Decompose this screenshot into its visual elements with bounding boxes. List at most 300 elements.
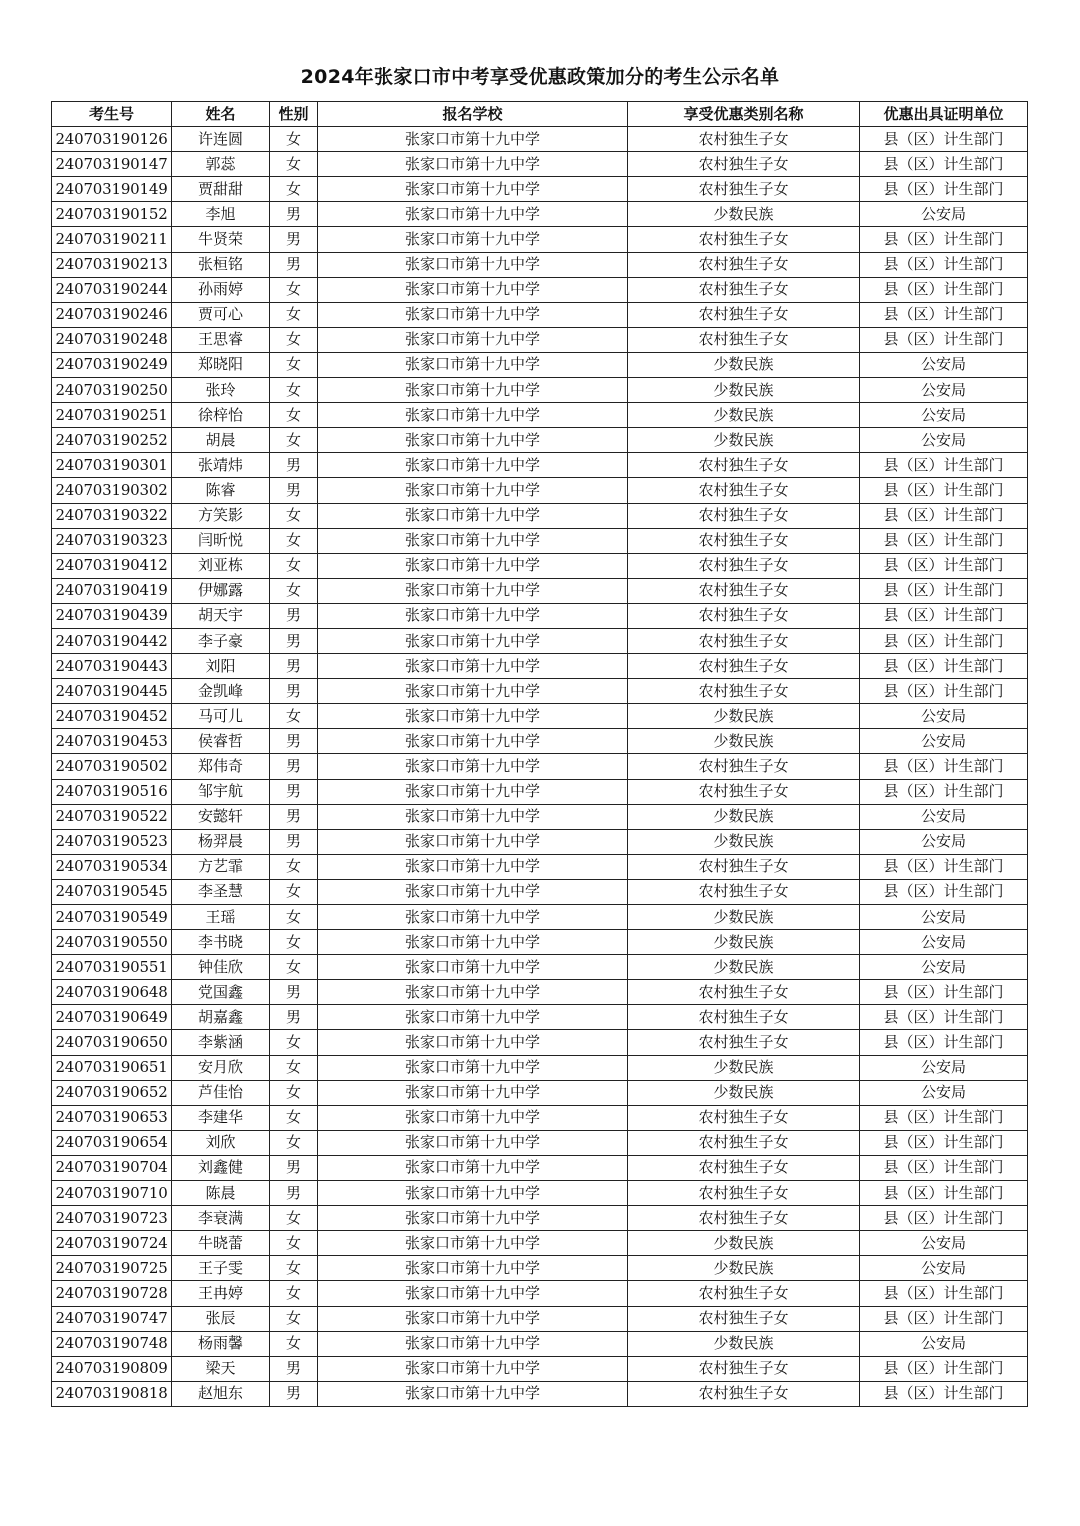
- certifying-unit-cell: 县（区）计生部门: [860, 1206, 1028, 1231]
- certifying-unit-cell: 县（区）计生部门: [860, 177, 1028, 202]
- category-cell: 农村独生子女: [628, 1206, 860, 1231]
- certifying-unit-cell: 公安局: [860, 428, 1028, 453]
- table-row: [52, 704, 1028, 729]
- category-cell: 农村独生子女: [628, 528, 860, 553]
- name-cell: 张靖炜: [172, 453, 270, 478]
- certifying-unit-cell: 县（区）计生部门: [860, 503, 1028, 528]
- gender-cell: 男: [270, 779, 318, 804]
- table-row: [52, 1055, 1028, 1080]
- name-cell: 张玲: [172, 378, 270, 403]
- table-row: [52, 327, 1028, 352]
- name-cell: 芦佳怡: [172, 1080, 270, 1105]
- gender-cell: 男: [270, 1155, 318, 1180]
- school-cell: 张家口市第十九中学: [318, 955, 628, 980]
- table-row: [52, 1080, 1028, 1105]
- exam-number-cell: 240703190725: [52, 1256, 172, 1281]
- exam-number-cell: 240703190710: [52, 1181, 172, 1206]
- gender-cell: 女: [270, 1030, 318, 1055]
- category-cell: 少数民族: [628, 930, 860, 955]
- certifying-unit-cell: 县（区）计生部门: [860, 152, 1028, 177]
- exam-number-cell: 240703190249: [52, 352, 172, 377]
- certifying-unit-cell: 公安局: [860, 704, 1028, 729]
- gender-cell: 男: [270, 252, 318, 277]
- gender-cell: 男: [270, 227, 318, 252]
- column-header: 优惠出具证明单位: [860, 102, 1028, 127]
- gender-cell: 女: [270, 277, 318, 302]
- certifying-unit-cell: 公安局: [860, 1055, 1028, 1080]
- page-title: 2024年张家口市中考享受优惠政策加分的考生公示名单: [300, 66, 780, 88]
- exam-number-cell: 240703190545: [52, 879, 172, 904]
- category-cell: 农村独生子女: [628, 1381, 860, 1406]
- category-cell: 少数民族: [628, 829, 860, 854]
- name-cell: 侯睿哲: [172, 729, 270, 754]
- certifying-unit-cell: 县（区）计生部门: [860, 1306, 1028, 1331]
- gender-cell: 女: [270, 1281, 318, 1306]
- table-row: [52, 277, 1028, 302]
- table-row: [52, 854, 1028, 879]
- exam-number-cell: 240703190534: [52, 854, 172, 879]
- table-row: [52, 127, 1028, 152]
- school-cell: 张家口市第十九中学: [318, 905, 628, 930]
- category-cell: 少数民族: [628, 905, 860, 930]
- name-cell: 马可儿: [172, 704, 270, 729]
- certifying-unit-cell: 县（区）计生部门: [860, 528, 1028, 553]
- name-cell: 王冉婷: [172, 1281, 270, 1306]
- table-row: [52, 152, 1028, 177]
- exam-number-cell: 240703190147: [52, 152, 172, 177]
- school-cell: 张家口市第十九中学: [318, 578, 628, 603]
- school-cell: 张家口市第十九中学: [318, 127, 628, 152]
- exam-number-cell: 240703190818: [52, 1381, 172, 1406]
- category-cell: 少数民族: [628, 955, 860, 980]
- gender-cell: 女: [270, 930, 318, 955]
- table-row: [52, 1231, 1028, 1256]
- table-row: [52, 1155, 1028, 1180]
- gender-cell: 女: [270, 1331, 318, 1356]
- school-cell: 张家口市第十九中学: [318, 503, 628, 528]
- category-cell: 农村独生子女: [628, 754, 860, 779]
- name-cell: 杨雨馨: [172, 1331, 270, 1356]
- table-row: [52, 879, 1028, 904]
- school-cell: 张家口市第十九中学: [318, 478, 628, 503]
- school-cell: 张家口市第十九中学: [318, 854, 628, 879]
- school-cell: 张家口市第十九中学: [318, 528, 628, 553]
- certifying-unit-cell: 公安局: [860, 1331, 1028, 1356]
- table-row: [52, 1356, 1028, 1381]
- category-cell: 少数民族: [628, 804, 860, 829]
- school-cell: 张家口市第十九中学: [318, 1381, 628, 1406]
- gender-cell: 女: [270, 1206, 318, 1231]
- category-cell: 农村独生子女: [628, 152, 860, 177]
- school-cell: 张家口市第十九中学: [318, 930, 628, 955]
- exam-number-cell: 240703190651: [52, 1055, 172, 1080]
- school-cell: 张家口市第十九中学: [318, 1331, 628, 1356]
- column-header: 报名学校: [318, 102, 628, 127]
- certifying-unit-cell: 县（区）计生部门: [860, 1381, 1028, 1406]
- certifying-unit-cell: 公安局: [860, 829, 1028, 854]
- certifying-unit-cell: 县（区）计生部门: [860, 453, 1028, 478]
- gender-cell: 女: [270, 1055, 318, 1080]
- certifying-unit-cell: 县（区）计生部门: [860, 1181, 1028, 1206]
- certifying-unit-cell: 县（区）计生部门: [860, 1105, 1028, 1130]
- exam-number-cell: 240703190213: [52, 252, 172, 277]
- certifying-unit-cell: 公安局: [860, 1080, 1028, 1105]
- gender-cell: 男: [270, 628, 318, 653]
- gender-cell: 男: [270, 202, 318, 227]
- certifying-unit-cell: 县（区）计生部门: [860, 227, 1028, 252]
- name-cell: 钟佳欣: [172, 955, 270, 980]
- table-row: [52, 428, 1028, 453]
- column-header: 性别: [270, 102, 318, 127]
- gender-cell: 女: [270, 578, 318, 603]
- gender-cell: 女: [270, 127, 318, 152]
- school-cell: 张家口市第十九中学: [318, 1356, 628, 1381]
- name-cell: 李书晓: [172, 930, 270, 955]
- exam-number-cell: 240703190443: [52, 654, 172, 679]
- certifying-unit-cell: 县（区）计生部门: [860, 854, 1028, 879]
- certifying-unit-cell: 县（区）计生部门: [860, 578, 1028, 603]
- name-cell: 牛晓蕾: [172, 1231, 270, 1256]
- table-row: [52, 628, 1028, 653]
- table-row: [52, 503, 1028, 528]
- name-cell: 刘欣: [172, 1130, 270, 1155]
- gender-cell: 男: [270, 478, 318, 503]
- exam-number-cell: 240703190322: [52, 503, 172, 528]
- school-cell: 张家口市第十九中学: [318, 428, 628, 453]
- school-cell: 张家口市第十九中学: [318, 1055, 628, 1080]
- category-cell: 少数民族: [628, 1331, 860, 1356]
- category-cell: 农村独生子女: [628, 779, 860, 804]
- name-cell: 安月欣: [172, 1055, 270, 1080]
- exam-number-cell: 240703190439: [52, 603, 172, 628]
- exam-number-cell: 240703190251: [52, 403, 172, 428]
- gender-cell: 女: [270, 152, 318, 177]
- school-cell: 张家口市第十九中学: [318, 1306, 628, 1331]
- gender-cell: 男: [270, 1005, 318, 1030]
- exam-number-cell: 240703190728: [52, 1281, 172, 1306]
- school-cell: 张家口市第十九中学: [318, 628, 628, 653]
- gender-cell: 女: [270, 1256, 318, 1281]
- category-cell: 农村独生子女: [628, 277, 860, 302]
- gender-cell: 男: [270, 829, 318, 854]
- school-cell: 张家口市第十九中学: [318, 1155, 628, 1180]
- column-header: 考生号: [52, 102, 172, 127]
- gender-cell: 女: [270, 1080, 318, 1105]
- certifying-unit-cell: 县（区）计生部门: [860, 1030, 1028, 1055]
- certifying-unit-cell: 县（区）计生部门: [860, 302, 1028, 327]
- certifying-unit-cell: 公安局: [860, 202, 1028, 227]
- school-cell: 张家口市第十九中学: [318, 1206, 628, 1231]
- exam-number-cell: 240703190654: [52, 1130, 172, 1155]
- category-cell: 农村独生子女: [628, 1005, 860, 1030]
- name-cell: 李圣慧: [172, 879, 270, 904]
- gender-cell: 男: [270, 980, 318, 1005]
- category-cell: 农村独生子女: [628, 327, 860, 352]
- exam-number-cell: 240703190453: [52, 729, 172, 754]
- certifying-unit-cell: 公安局: [860, 955, 1028, 980]
- exam-number-cell: 240703190419: [52, 578, 172, 603]
- category-cell: 农村独生子女: [628, 679, 860, 704]
- category-cell: 农村独生子女: [628, 980, 860, 1005]
- certifying-unit-cell: 县（区）计生部门: [860, 603, 1028, 628]
- school-cell: 张家口市第十九中学: [318, 1080, 628, 1105]
- certifying-unit-cell: 县（区）计生部门: [860, 327, 1028, 352]
- name-cell: 安懿轩: [172, 804, 270, 829]
- certifying-unit-cell: 县（区）计生部门: [860, 879, 1028, 904]
- exam-number-cell: 240703190551: [52, 955, 172, 980]
- table-row: [52, 528, 1028, 553]
- name-cell: 李衰满: [172, 1206, 270, 1231]
- category-cell: 农村独生子女: [628, 1281, 860, 1306]
- gender-cell: 男: [270, 1381, 318, 1406]
- school-cell: 张家口市第十九中学: [318, 980, 628, 1005]
- school-cell: 张家口市第十九中学: [318, 1231, 628, 1256]
- name-cell: 张辰: [172, 1306, 270, 1331]
- exam-number-cell: 240703190549: [52, 905, 172, 930]
- name-cell: 郭蕊: [172, 152, 270, 177]
- table-row: [52, 654, 1028, 679]
- name-cell: 胡天宇: [172, 603, 270, 628]
- table-row: [52, 1105, 1028, 1130]
- gender-cell: 女: [270, 403, 318, 428]
- gender-cell: 男: [270, 603, 318, 628]
- category-cell: 农村独生子女: [628, 1306, 860, 1331]
- category-cell: 农村独生子女: [628, 127, 860, 152]
- gender-cell: 女: [270, 352, 318, 377]
- table-row: [52, 679, 1028, 704]
- school-cell: 张家口市第十九中学: [318, 1256, 628, 1281]
- category-cell: 少数民族: [628, 1055, 860, 1080]
- school-cell: 张家口市第十九中学: [318, 1005, 628, 1030]
- school-cell: 张家口市第十九中学: [318, 202, 628, 227]
- certifying-unit-cell: 县（区）计生部门: [860, 754, 1028, 779]
- name-cell: 刘亚栋: [172, 553, 270, 578]
- gender-cell: 男: [270, 1181, 318, 1206]
- category-cell: 农村独生子女: [628, 478, 860, 503]
- gender-cell: 女: [270, 704, 318, 729]
- column-header: 享受优惠类别名称: [628, 102, 860, 127]
- certifying-unit-cell: 县（区）计生部门: [860, 980, 1028, 1005]
- exam-number-cell: 240703190748: [52, 1331, 172, 1356]
- category-cell: 少数民族: [628, 428, 860, 453]
- exam-number-cell: 240703190301: [52, 453, 172, 478]
- table-row: [52, 302, 1028, 327]
- table-row: [52, 553, 1028, 578]
- school-cell: 张家口市第十九中学: [318, 177, 628, 202]
- category-cell: 农村独生子女: [628, 503, 860, 528]
- name-cell: 方笑影: [172, 503, 270, 528]
- table-row: [52, 1005, 1028, 1030]
- name-cell: 王子雯: [172, 1256, 270, 1281]
- category-cell: 农村独生子女: [628, 1181, 860, 1206]
- gender-cell: 女: [270, 1130, 318, 1155]
- category-cell: 农村独生子女: [628, 879, 860, 904]
- category-cell: 农村独生子女: [628, 1105, 860, 1130]
- gender-cell: 女: [270, 879, 318, 904]
- table-row: [52, 403, 1028, 428]
- exam-number-cell: 240703190723: [52, 1206, 172, 1231]
- gender-cell: 男: [270, 654, 318, 679]
- exam-number-cell: 240703190126: [52, 127, 172, 152]
- gender-cell: 男: [270, 679, 318, 704]
- gender-cell: 男: [270, 754, 318, 779]
- certifying-unit-cell: 县（区）计生部门: [860, 553, 1028, 578]
- column-header: 姓名: [172, 102, 270, 127]
- exam-number-cell: 240703190246: [52, 302, 172, 327]
- table-row: [52, 1281, 1028, 1306]
- certifying-unit-cell: 县（区）计生部门: [860, 1130, 1028, 1155]
- school-cell: 张家口市第十九中学: [318, 603, 628, 628]
- certifying-unit-cell: 县（区）计生部门: [860, 1281, 1028, 1306]
- gender-cell: 男: [270, 804, 318, 829]
- school-cell: 张家口市第十九中学: [318, 729, 628, 754]
- school-cell: 张家口市第十九中学: [318, 327, 628, 352]
- table-row: [52, 829, 1028, 854]
- certifying-unit-cell: 县（区）计生部门: [860, 1356, 1028, 1381]
- certifying-unit-cell: 公安局: [860, 1256, 1028, 1281]
- certifying-unit-cell: 公安局: [860, 1231, 1028, 1256]
- name-cell: 刘鑫健: [172, 1155, 270, 1180]
- table-row: [52, 478, 1028, 503]
- school-cell: 张家口市第十九中学: [318, 754, 628, 779]
- certifying-unit-cell: 公安局: [860, 905, 1028, 930]
- category-cell: 少数民族: [628, 378, 860, 403]
- name-cell: 陈睿: [172, 478, 270, 503]
- name-cell: 贾甜甜: [172, 177, 270, 202]
- category-cell: 少数民族: [628, 1256, 860, 1281]
- table-row: [52, 1130, 1028, 1155]
- exam-number-cell: 240703190152: [52, 202, 172, 227]
- table-row: [52, 177, 1028, 202]
- name-cell: 方艺霏: [172, 854, 270, 879]
- category-cell: 农村独生子女: [628, 578, 860, 603]
- table-row: [52, 1256, 1028, 1281]
- name-cell: 党国鑫: [172, 980, 270, 1005]
- gender-cell: 女: [270, 1105, 318, 1130]
- table-row: [52, 1206, 1028, 1231]
- category-cell: 农村独生子女: [628, 628, 860, 653]
- exam-number-cell: 240703190244: [52, 277, 172, 302]
- school-cell: 张家口市第十九中学: [318, 679, 628, 704]
- table-row: [52, 1306, 1028, 1331]
- table-row: [52, 1030, 1028, 1055]
- exam-number-cell: 240703190747: [52, 1306, 172, 1331]
- table-row: [52, 1331, 1028, 1356]
- table-row: [52, 905, 1028, 930]
- category-cell: 农村独生子女: [628, 603, 860, 628]
- school-cell: 张家口市第十九中学: [318, 704, 628, 729]
- name-cell: 刘阳: [172, 654, 270, 679]
- table-row: [52, 804, 1028, 829]
- exam-number-cell: 240703190502: [52, 754, 172, 779]
- category-cell: 少数民族: [628, 202, 860, 227]
- certifying-unit-cell: 公安局: [860, 930, 1028, 955]
- school-cell: 张家口市第十九中学: [318, 1281, 628, 1306]
- certifying-unit-cell: 县（区）计生部门: [860, 679, 1028, 704]
- name-cell: 梁天: [172, 1356, 270, 1381]
- gender-cell: 女: [270, 905, 318, 930]
- exam-number-cell: 240703190250: [52, 378, 172, 403]
- school-cell: 张家口市第十九中学: [318, 403, 628, 428]
- exam-number-cell: 240703190652: [52, 1080, 172, 1105]
- table-row: [52, 955, 1028, 980]
- name-cell: 赵旭东: [172, 1381, 270, 1406]
- gender-cell: 女: [270, 428, 318, 453]
- school-cell: 张家口市第十九中学: [318, 654, 628, 679]
- gender-cell: 男: [270, 453, 318, 478]
- school-cell: 张家口市第十九中学: [318, 829, 628, 854]
- category-cell: 农村独生子女: [628, 553, 860, 578]
- category-cell: 农村独生子女: [628, 654, 860, 679]
- table-row: [52, 252, 1028, 277]
- name-cell: 牛贤荣: [172, 227, 270, 252]
- name-cell: 郑伟奇: [172, 754, 270, 779]
- table-row: [52, 980, 1028, 1005]
- school-cell: 张家口市第十九中学: [318, 302, 628, 327]
- exam-number-cell: 240703190323: [52, 528, 172, 553]
- category-cell: 少数民族: [628, 1080, 860, 1105]
- certifying-unit-cell: 公安局: [860, 352, 1028, 377]
- category-cell: 少数民族: [628, 403, 860, 428]
- category-cell: 少数民族: [628, 704, 860, 729]
- category-cell: 农村独生子女: [628, 252, 860, 277]
- exam-number-cell: 240703190648: [52, 980, 172, 1005]
- gender-cell: 女: [270, 854, 318, 879]
- table-row: [52, 352, 1028, 377]
- certifying-unit-cell: 公安局: [860, 403, 1028, 428]
- school-cell: 张家口市第十九中学: [318, 453, 628, 478]
- school-cell: 张家口市第十九中学: [318, 227, 628, 252]
- name-cell: 陈晨: [172, 1181, 270, 1206]
- school-cell: 张家口市第十九中学: [318, 1130, 628, 1155]
- exam-number-cell: 240703190442: [52, 628, 172, 653]
- school-cell: 张家口市第十九中学: [318, 277, 628, 302]
- exam-number-cell: 240703190452: [52, 704, 172, 729]
- school-cell: 张家口市第十九中学: [318, 804, 628, 829]
- gender-cell: 女: [270, 1306, 318, 1331]
- table-row: [52, 754, 1028, 779]
- table-row: [52, 453, 1028, 478]
- name-cell: 金凯峰: [172, 679, 270, 704]
- exam-number-cell: 240703190649: [52, 1005, 172, 1030]
- category-cell: 农村独生子女: [628, 854, 860, 879]
- exam-number-cell: 240703190211: [52, 227, 172, 252]
- name-cell: 李子豪: [172, 628, 270, 653]
- name-cell: 李建华: [172, 1105, 270, 1130]
- table-row: [52, 378, 1028, 403]
- category-cell: 农村独生子女: [628, 302, 860, 327]
- school-cell: 张家口市第十九中学: [318, 152, 628, 177]
- table-row: [52, 227, 1028, 252]
- certifying-unit-cell: 县（区）计生部门: [860, 277, 1028, 302]
- category-cell: 农村独生子女: [628, 453, 860, 478]
- certifying-unit-cell: 公安局: [860, 729, 1028, 754]
- table-row: [52, 1181, 1028, 1206]
- certifying-unit-cell: 县（区）计生部门: [860, 1005, 1028, 1030]
- exam-number-cell: 240703190704: [52, 1155, 172, 1180]
- exam-number-cell: 240703190650: [52, 1030, 172, 1055]
- certifying-unit-cell: 县（区）计生部门: [860, 779, 1028, 804]
- table-header-row: [52, 102, 1028, 127]
- school-cell: 张家口市第十九中学: [318, 879, 628, 904]
- certifying-unit-cell: 县（区）计生部门: [860, 1155, 1028, 1180]
- school-cell: 张家口市第十九中学: [318, 1181, 628, 1206]
- exam-number-cell: 240703190653: [52, 1105, 172, 1130]
- name-cell: 闫昕悦: [172, 528, 270, 553]
- name-cell: 胡晨: [172, 428, 270, 453]
- gender-cell: 女: [270, 503, 318, 528]
- school-cell: 张家口市第十九中学: [318, 779, 628, 804]
